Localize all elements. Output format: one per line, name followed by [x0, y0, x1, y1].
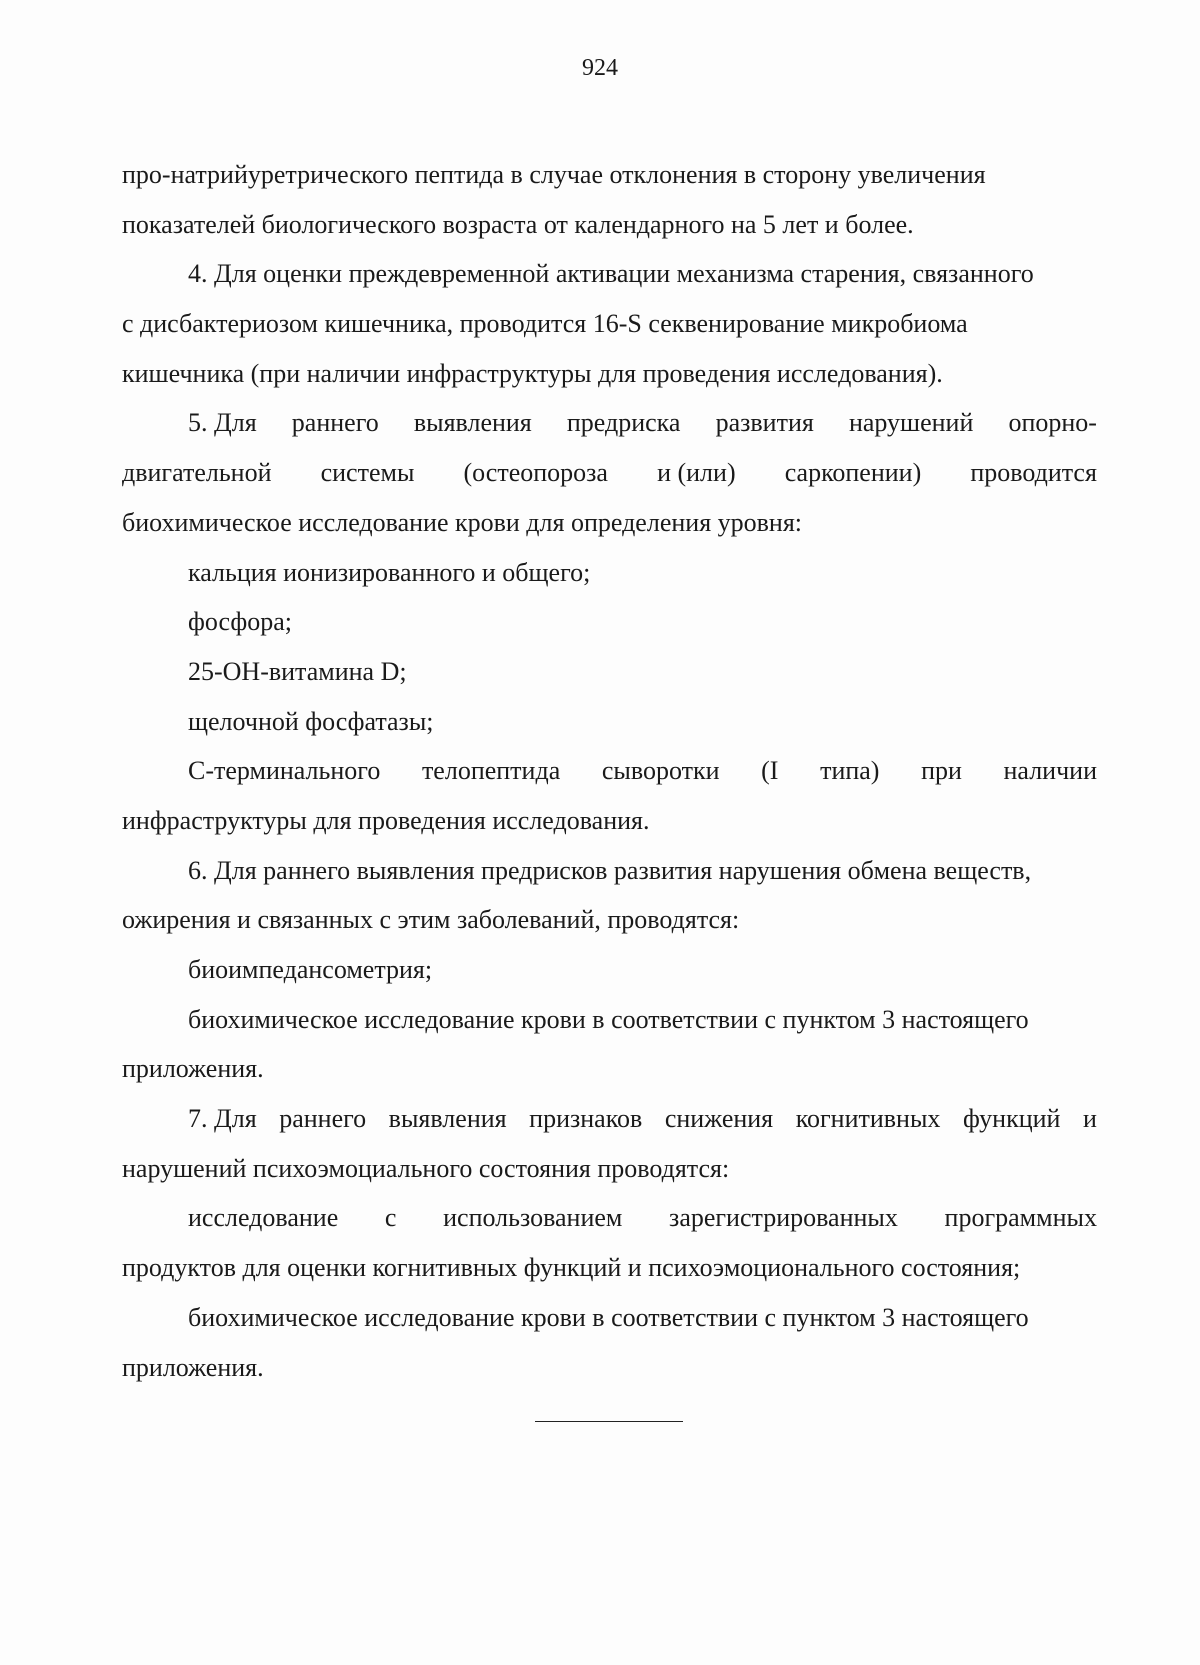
word: с [384, 1203, 397, 1233]
word: функций [962, 1104, 1061, 1134]
list-item-ctx-line: инфраструктуры для проведения исследования. [122, 805, 650, 835]
word: саркопении) [784, 458, 922, 488]
word: двигательной [122, 458, 272, 488]
list-item-biochem-line: приложения. [122, 1352, 264, 1382]
list-item-ctx-line [122, 746, 1097, 796]
word: наличии [1003, 756, 1097, 786]
paragraph-7-line [122, 1094, 1097, 1144]
word: использованием [443, 1203, 623, 1233]
text-line: про-натрийуретрического пептида в случае отклонения в сторону увеличения [122, 160, 986, 189]
word: типа) [820, 756, 880, 786]
list-item-software-line: продуктов для оценки когнитивных функций и психоэмоционального состояния; [122, 1253, 1021, 1283]
list-item-biochem-line: приложения. [122, 1054, 264, 1084]
list-item-software-line [122, 1193, 1097, 1243]
word: выявления [413, 408, 532, 438]
paragraph-4-line: с дисбактериозом кишечника, проводится 16-S секвенирование микробиома [122, 309, 968, 339]
word: программных [944, 1203, 1097, 1233]
word: нарушений [848, 408, 974, 438]
word: проводится [970, 458, 1097, 488]
paragraph-5-line: биохимическое исследование крови для определения уровня: [122, 507, 803, 537]
word: (остеопороза [463, 458, 608, 488]
word: и [1083, 1104, 1097, 1134]
list-item-bioimpedance: биоимпедансометрия; [188, 955, 433, 984]
paragraph-4-line: 4. Для оценки преждевременной активации механизма старения, связанного [188, 259, 1034, 289]
word: 5. Для [188, 408, 257, 438]
word: предриска [566, 408, 681, 438]
word: системы [320, 458, 415, 488]
word: когнитивных [795, 1104, 941, 1134]
list-item-calcium: кальция ионизированного и общего; [188, 557, 591, 587]
paragraph-6-line: 6. Для раннего выявления предрисков развития нарушения обмена веществ, [188, 855, 1032, 885]
paragraph-6-line: ожирения и связанных с этим заболеваний, проводятся: [122, 905, 740, 935]
list-item-biochem-line: биохимическое исследование крови в соответствии с пунктом 3 настоящего [188, 1302, 1029, 1332]
word: 7. Для [188, 1104, 257, 1134]
word: опорно- [1008, 408, 1097, 438]
word: выявления [388, 1104, 507, 1134]
list-item-biochem-line: биохимическое исследование крови в соответствии с пунктом 3 настоящего [188, 1004, 1029, 1034]
end-of-document-rule [535, 1421, 683, 1422]
paragraph-5-line [122, 448, 1097, 498]
list-item-phosphorus: фосфора; [188, 607, 292, 637]
word: зарегистрированных [669, 1203, 898, 1233]
word: признаков [529, 1104, 643, 1134]
paragraph-4-line: кишечника (при наличии инфраструктуры для проведения исследования). [122, 358, 943, 388]
list-item-vitamin-d: 25-ОН-витамина D; [188, 656, 407, 686]
word: развития [715, 408, 814, 438]
word: сыворотки [601, 756, 720, 786]
word: и (или) [657, 458, 736, 488]
word: телопептида [421, 756, 561, 786]
word: раннего [291, 408, 379, 438]
word: (I [761, 756, 779, 786]
paragraph-5-line [122, 398, 1097, 448]
word: при [921, 756, 962, 786]
word: снижения [664, 1104, 774, 1134]
paragraph-7-line: нарушений психоэмоциального состояния проводятся: [122, 1153, 730, 1183]
page-number: 924 [582, 55, 618, 81]
text-line: показателей биологического возраста от календарного на 5 лет и более. [122, 209, 914, 239]
document-body [122, 150, 1097, 1392]
word: исследование [188, 1203, 339, 1233]
word: С-терминального [188, 756, 381, 786]
word: раннего [279, 1104, 367, 1134]
list-item-alkaline-phosphatase: щелочной фосфатазы; [188, 706, 434, 736]
